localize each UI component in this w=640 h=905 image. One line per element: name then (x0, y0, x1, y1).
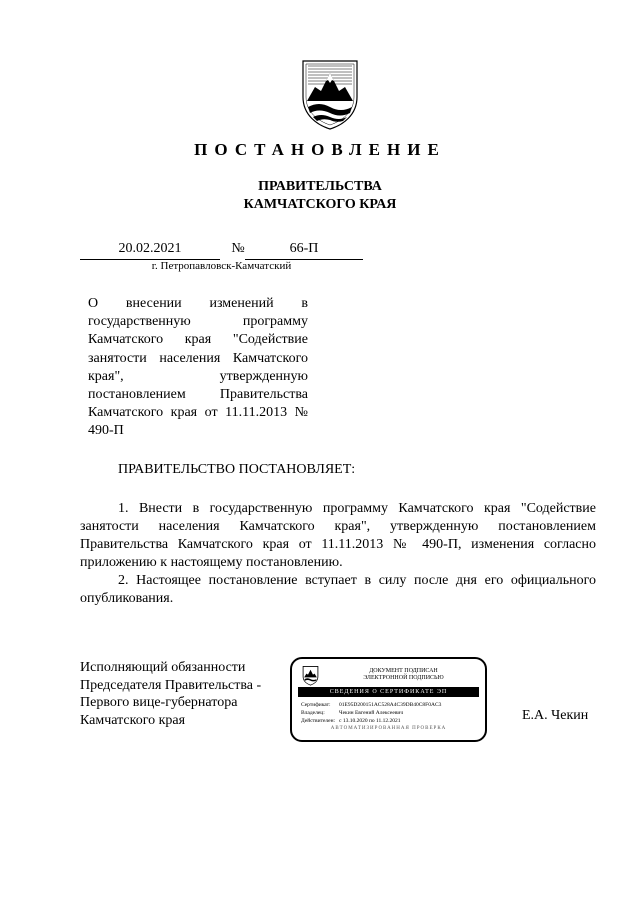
issuer-line-2: КАМЧАТСКОГО КРАЯ (243, 197, 397, 212)
document-number: 66-П (245, 241, 363, 260)
stamp-certificate-bar: СВЕДЕНИЯ О СЕРТИФИКАТЕ ЭП (298, 687, 479, 697)
stamp-title-line-2: ЭЛЕКТРОННОЙ ПОДПИСЬЮ (363, 675, 444, 681)
signatory-line-3: Первого вице-губернатора (80, 695, 238, 710)
decree-phrase: ПРАВИТЕЛЬСТВО ПОСТАНОВЛЯЕТ: (118, 462, 356, 477)
city-name: г. Петропавловск-Камчатский (151, 260, 292, 272)
stamp-row-owner (301, 709, 479, 717)
document-subject: О внесении изменений в государственную программу Камчатского края "Содействие занятости населения Камчатского края", утвержденную постановлением Правительства Камчатского края от 11.11.2013 № 490-П (88, 296, 308, 439)
certificate-value: 01E95D200151AC528A4C39DB40C8F0AC3 (339, 702, 442, 708)
paragraph-2: 2. Настоящее постановление вступает в силу после дня его официального опубликования. (80, 573, 596, 606)
signatory-line-4: Камчатского края (80, 712, 186, 728)
owner-label: Владелец: (301, 710, 325, 716)
issuer-heading (0, 178, 640, 214)
electronic-signature-stamp (290, 657, 487, 742)
certificate-label: Сертификат: (301, 702, 331, 708)
signatory-line-1: Исполняющий обязанности (80, 660, 246, 675)
stamp-row-validity (301, 717, 479, 725)
validity-label: Действителен: (301, 718, 336, 724)
document-type-title: ПОСТАНОВЛЕНИЕ (194, 140, 446, 159)
stamp-title-line-1: ДОКУМЕНТ ПОДПИСАН (369, 668, 438, 674)
signatory-line-2: Председателя Правительства - (80, 677, 262, 693)
signatory-position (80, 659, 280, 729)
number-sign: № (231, 241, 245, 256)
document-date: 20.02.2021 (80, 241, 220, 260)
stamp-title (328, 668, 479, 682)
document-body (80, 500, 596, 608)
kamchatka-coat-of-arms-small-icon (302, 665, 319, 686)
kamchatka-coat-of-arms-icon (299, 57, 361, 131)
paragraph-1: 1. Внести в государственную программу Камчатского края "Содействие занятости населения Камчатского края", утвержденную постановлением Правительства Камчатского края от 11.11.2013 № 490-П, изменения согласно приложению к настоящему постановлению. (80, 501, 596, 570)
issuer-line-1: ПРАВИТЕЛЬСТВА (258, 179, 382, 194)
stamp-details (301, 701, 479, 725)
stamp-row-certificate (301, 701, 479, 709)
signer-name: Е.А. Чекин (522, 708, 589, 723)
stamp-footer: АВТОМАТИЗИРОВАННАЯ ПРОВЕРКА (330, 726, 447, 731)
owner-value: Чекин Евгений Алексеевич (339, 710, 404, 716)
validity-value: с 13.10.2020 по 11.12.2021 (339, 718, 401, 724)
